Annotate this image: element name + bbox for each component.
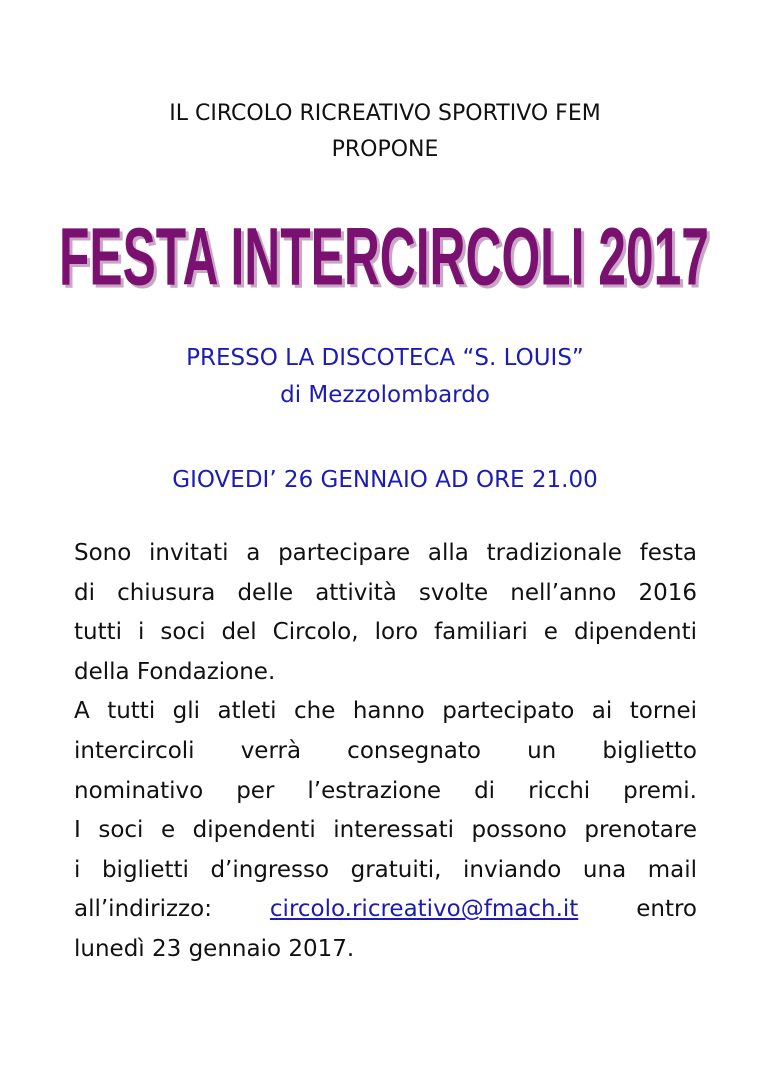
body-line: A tutti gli atleti che hanno partecipato ai tornei <box>74 698 697 725</box>
body-line: della Fondazione. <box>74 658 276 685</box>
body-line: intercircoli verrà consegnato un biglietto <box>74 737 697 764</box>
venue-info <box>0 340 770 414</box>
body-line: tutti i soci del Circolo, loro familiari e dipendenti <box>74 619 697 646</box>
body-line: I soci e dipendenti interessati possono prenotare <box>74 817 697 844</box>
venue-name: PRESSO LA DISCOTECA “S. LOUIS” <box>186 345 584 371</box>
event-date: GIOVEDI’ 26 GENNAIO AD ORE 21.00 <box>172 467 598 493</box>
propone-line: PROPONE <box>331 137 439 162</box>
event-title-shadow: FESTA INTERCIRCOLI 2017 <box>61 212 712 306</box>
body-line: di chiusura delle attività svolte nell’anno 2016 <box>74 579 697 606</box>
event-title-text: FESTA INTERCIRCOLI 2017 <box>59 209 710 303</box>
venue-town: di Mezzolombardo <box>280 382 490 408</box>
event-title <box>0 204 770 314</box>
organizer-intro <box>0 96 770 168</box>
email-link[interactable]: circolo.ricreativo@fmach.it <box>269 896 579 923</box>
email-suffix: entro <box>636 896 698 923</box>
deadline-line: lunedì 23 gennaio 2017. <box>74 935 355 962</box>
body-line: Sono invitati a partecipare alla tradizionale festa <box>74 540 697 566</box>
event-title-wordart <box>0 204 770 314</box>
body-line: i biglietti d’ingresso gratuiti, inviando una mail <box>74 856 697 883</box>
organizer-line: IL CIRCOLO RICREATIVO SPORTIVO FEM <box>169 101 601 126</box>
email-line <box>74 890 697 930</box>
email-prefix: all’indirizzo: <box>74 896 212 923</box>
body-line: nominativo per l’estrazione di ricchi premi. <box>74 777 697 804</box>
invitation-body <box>74 534 697 970</box>
